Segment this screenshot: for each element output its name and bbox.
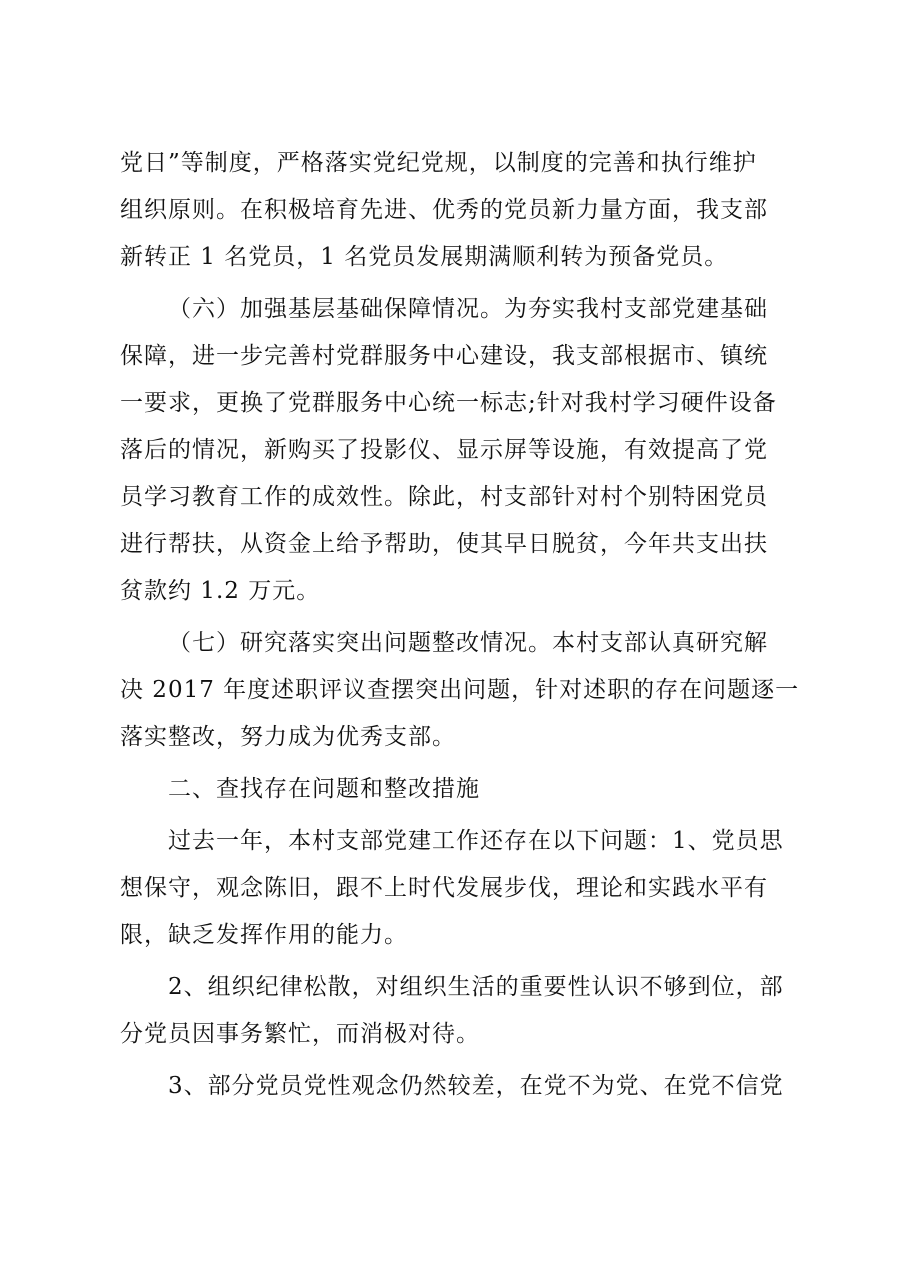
- section-heading: 二、查找存在问题和整改措施: [168, 776, 480, 802]
- text-line: 落实整改，努力成为优秀支部。: [120, 724, 456, 750]
- text-line: （六）加强基层基础保障情况。为夯实我村支部党建基础: [168, 296, 768, 322]
- text-line: （七）研究落实突出问题整改情况。本村支部认真研究解: [168, 630, 768, 656]
- text-line: 贫款约 1.2 万元。: [120, 578, 321, 604]
- text-line: 分党员因事务繁忙，而消极对待。: [120, 1021, 480, 1047]
- text-line: 员学习教育工作的成效性。除此，村支部针对村个别特困党员: [120, 484, 768, 510]
- text-line: 3、部分党员党性观念仍然较差，在党不为党、在党不信党: [168, 1073, 784, 1099]
- text-line: 落后的情况，新购买了投影仪、显示屏等设施，有效提高了党: [120, 437, 768, 463]
- text-line: 保障，进一步完善村党群服务中心建设，我支部根据市、镇统: [120, 343, 768, 369]
- text-line: 决 2017 年度述职评议查摆突出问题，针对述职的存在问题逐一: [120, 677, 800, 703]
- document-body: [120, 140, 800, 1110]
- text-line: 新转正 1 名党员，1 名党员发展期满顺利转为预备党员。: [120, 244, 729, 270]
- text-line: 2、组织纪律松散，对组织生活的重要性认识不够到位，部: [168, 974, 784, 1000]
- text-line: 党日”等制度，严格落实党纪党规，以制度的完善和执行维护: [120, 150, 757, 176]
- text-line: 一要求，更换了党群服务中心统一标志;针对我村学习硬件设备: [120, 390, 777, 416]
- text-line: 限，缺乏发挥作用的能力。: [120, 922, 408, 948]
- text-line: 进行帮扶，从资金上给予帮助，使其早日脱贫，今年共支出扶: [120, 531, 768, 557]
- text-line: 组织原则。在积极培育先进、优秀的党员新力量方面，我支部: [120, 197, 768, 223]
- text-line: 过去一年，本村支部党建工作还存在以下问题：1、党员思: [168, 828, 784, 854]
- text-line: 想保守，观念陈旧，跟不上时代发展步伐，理论和实践水平有: [120, 875, 768, 901]
